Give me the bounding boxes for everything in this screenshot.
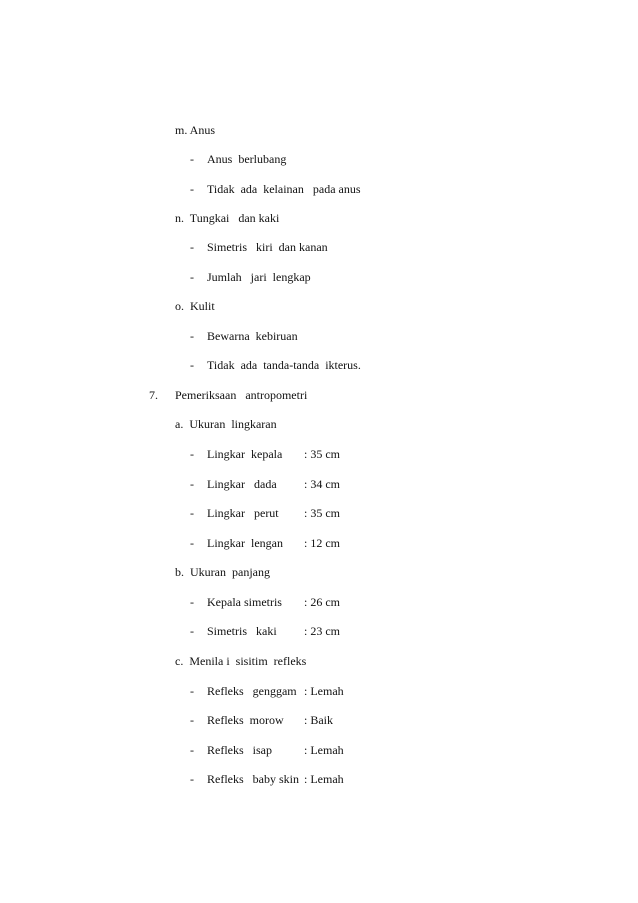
bullet-dash: - (190, 477, 194, 491)
bullet-dash: - (190, 772, 194, 786)
bullet-dash: - (190, 536, 194, 550)
bullet-dash: - (190, 329, 194, 343)
bullet-dash: - (190, 270, 194, 284)
section-label-m: m. Anus (175, 123, 216, 137)
bullet-dash: - (190, 447, 194, 461)
bullet-dash: - (190, 182, 194, 196)
subsection-label-b: b. Ukuran panjang (175, 565, 270, 579)
section-label-n: n. Tungkai dan kaki (175, 211, 280, 225)
measure-value: : Lemah (304, 772, 344, 786)
list-item: Simetris kiri dan kanan (207, 240, 328, 254)
measure-value: : 34 cm (304, 477, 340, 491)
measure-name: Lingkar lengan (207, 536, 283, 550)
list-item: Bewarna kebiruan (207, 329, 298, 343)
measure-value: : 12 cm (304, 536, 340, 550)
bullet-dash: - (190, 713, 194, 727)
bullet-dash: - (190, 595, 194, 609)
measure-value: : 35 cm (304, 506, 340, 520)
measure-value: : 26 cm (304, 595, 340, 609)
list-item: Anus berlubang (207, 152, 287, 166)
measure-value: : Lemah (304, 684, 344, 698)
bullet-dash: - (190, 506, 194, 520)
measure-name: Refleks genggam (207, 684, 297, 698)
list-item: Tidak ada kelainan pada anus (207, 182, 361, 196)
bullet-dash: - (190, 624, 194, 638)
measure-name: Refleks morow (207, 713, 284, 727)
measure-name: Lingkar dada (207, 477, 277, 491)
measure-value: : Baik (304, 713, 333, 727)
measure-name: Lingkar kepala (207, 447, 283, 461)
measure-name: Refleks baby skin (207, 772, 299, 786)
list-item: Jumlah jari lengkap (207, 270, 311, 284)
main-item-title: Pemeriksaan antropometri (175, 388, 308, 402)
section-label-o: o. Kulit (175, 299, 215, 313)
measure-name: Refleks isap (207, 743, 272, 757)
measure-name: Lingkar perut (207, 506, 279, 520)
measure-value: : 35 cm (304, 447, 340, 461)
subsection-label-c: c. Menila i sisitim refleks (175, 654, 307, 668)
measure-value: : Lemah (304, 743, 344, 757)
measure-name: Simetris kaki (207, 624, 277, 638)
measure-name: Kepala simetris (207, 595, 282, 609)
bullet-dash: - (190, 152, 194, 166)
bullet-dash: - (190, 684, 194, 698)
bullet-dash: - (190, 743, 194, 757)
list-item: Tidak ada tanda-tanda ikterus. (207, 358, 361, 372)
subsection-label-a: a. Ukuran lingkaran (175, 417, 277, 431)
bullet-dash: - (190, 240, 194, 254)
main-item-number: 7. (149, 388, 158, 402)
bullet-dash: - (190, 358, 194, 372)
measure-value: : 23 cm (304, 624, 340, 638)
